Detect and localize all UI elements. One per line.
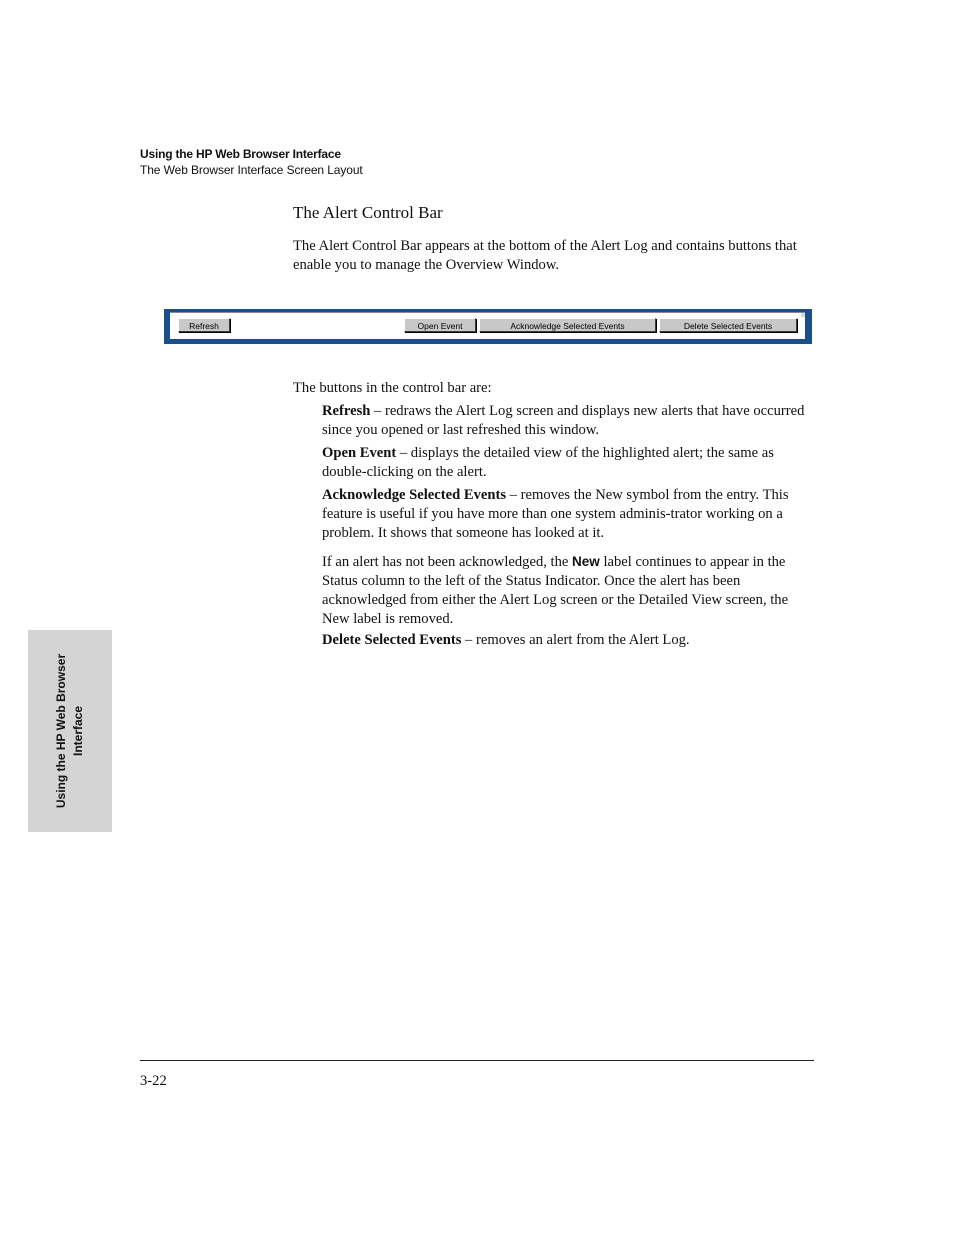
new-label: New — [572, 554, 600, 569]
running-header-section: The Web Browser Interface Screen Layout — [140, 163, 363, 177]
side-tab-line: Using the HP Web Browser — [54, 653, 68, 809]
item-term: Open Event — [322, 445, 397, 461]
item-term: Delete Selected Events — [322, 632, 462, 648]
refresh-button[interactable]: Refresh — [178, 318, 230, 332]
item-description: – removes an alert from the Alert Log. — [461, 632, 690, 648]
running-header-chapter: Using the HP Web Browser Interface — [140, 147, 341, 161]
open-event-button[interactable]: Open Event — [404, 318, 476, 332]
alert-control-bar-panel — [170, 312, 805, 339]
item-delete — [322, 631, 814, 650]
item-term: Acknowledge Selected Events — [322, 487, 507, 503]
item-acknowledge — [322, 486, 814, 543]
section-title: The Alert Control Bar — [293, 203, 443, 222]
intro-paragraph: The Alert Control Bar appears at the bottom of the Alert Log and contains buttons that enable you to manage the Overview Window. — [293, 238, 797, 273]
item-description: – removes the New symbol from the entry. This feature is useful if you have more than one system adminis-trator working on a problem. It shows that someone has looked at it. — [322, 487, 789, 541]
delete-selected-events-button[interactable]: Delete Selected Events — [659, 318, 797, 332]
side-tab-line: Interface — [71, 705, 85, 757]
scrollbar-corner — [801, 313, 805, 317]
alert-control-bar — [164, 309, 812, 344]
item-description: – displays the detailed view of the highlighted alert; the same as double-clicking on the alert. — [322, 445, 774, 480]
new-label-note — [322, 552, 814, 629]
item-open-event — [322, 444, 814, 482]
note-text: If an alert has not been acknowledged, the — [322, 554, 573, 570]
item-description: – redraws the Alert Log screen and displays new alerts that have occurred since you opened or last refreshed this window. — [322, 403, 805, 438]
item-refresh — [322, 402, 814, 440]
acknowledge-selected-events-button[interactable]: Acknowledge Selected Events — [479, 318, 656, 332]
note-text: label continues to appear in the Status column to the left of the Status Indicator. Once the alert has been acknowledged from either the Alert Log screen or the Detailed View screen, the New label is removed. — [322, 554, 789, 627]
buttons-lead-in: The buttons in the control bar are: — [293, 380, 492, 396]
chapter-side-tab-label — [53, 636, 87, 826]
footer-divider — [140, 1060, 814, 1061]
chapter-side-tab — [28, 630, 112, 832]
page-number: 3-22 — [140, 1073, 167, 1089]
item-term: Refresh — [322, 403, 371, 419]
